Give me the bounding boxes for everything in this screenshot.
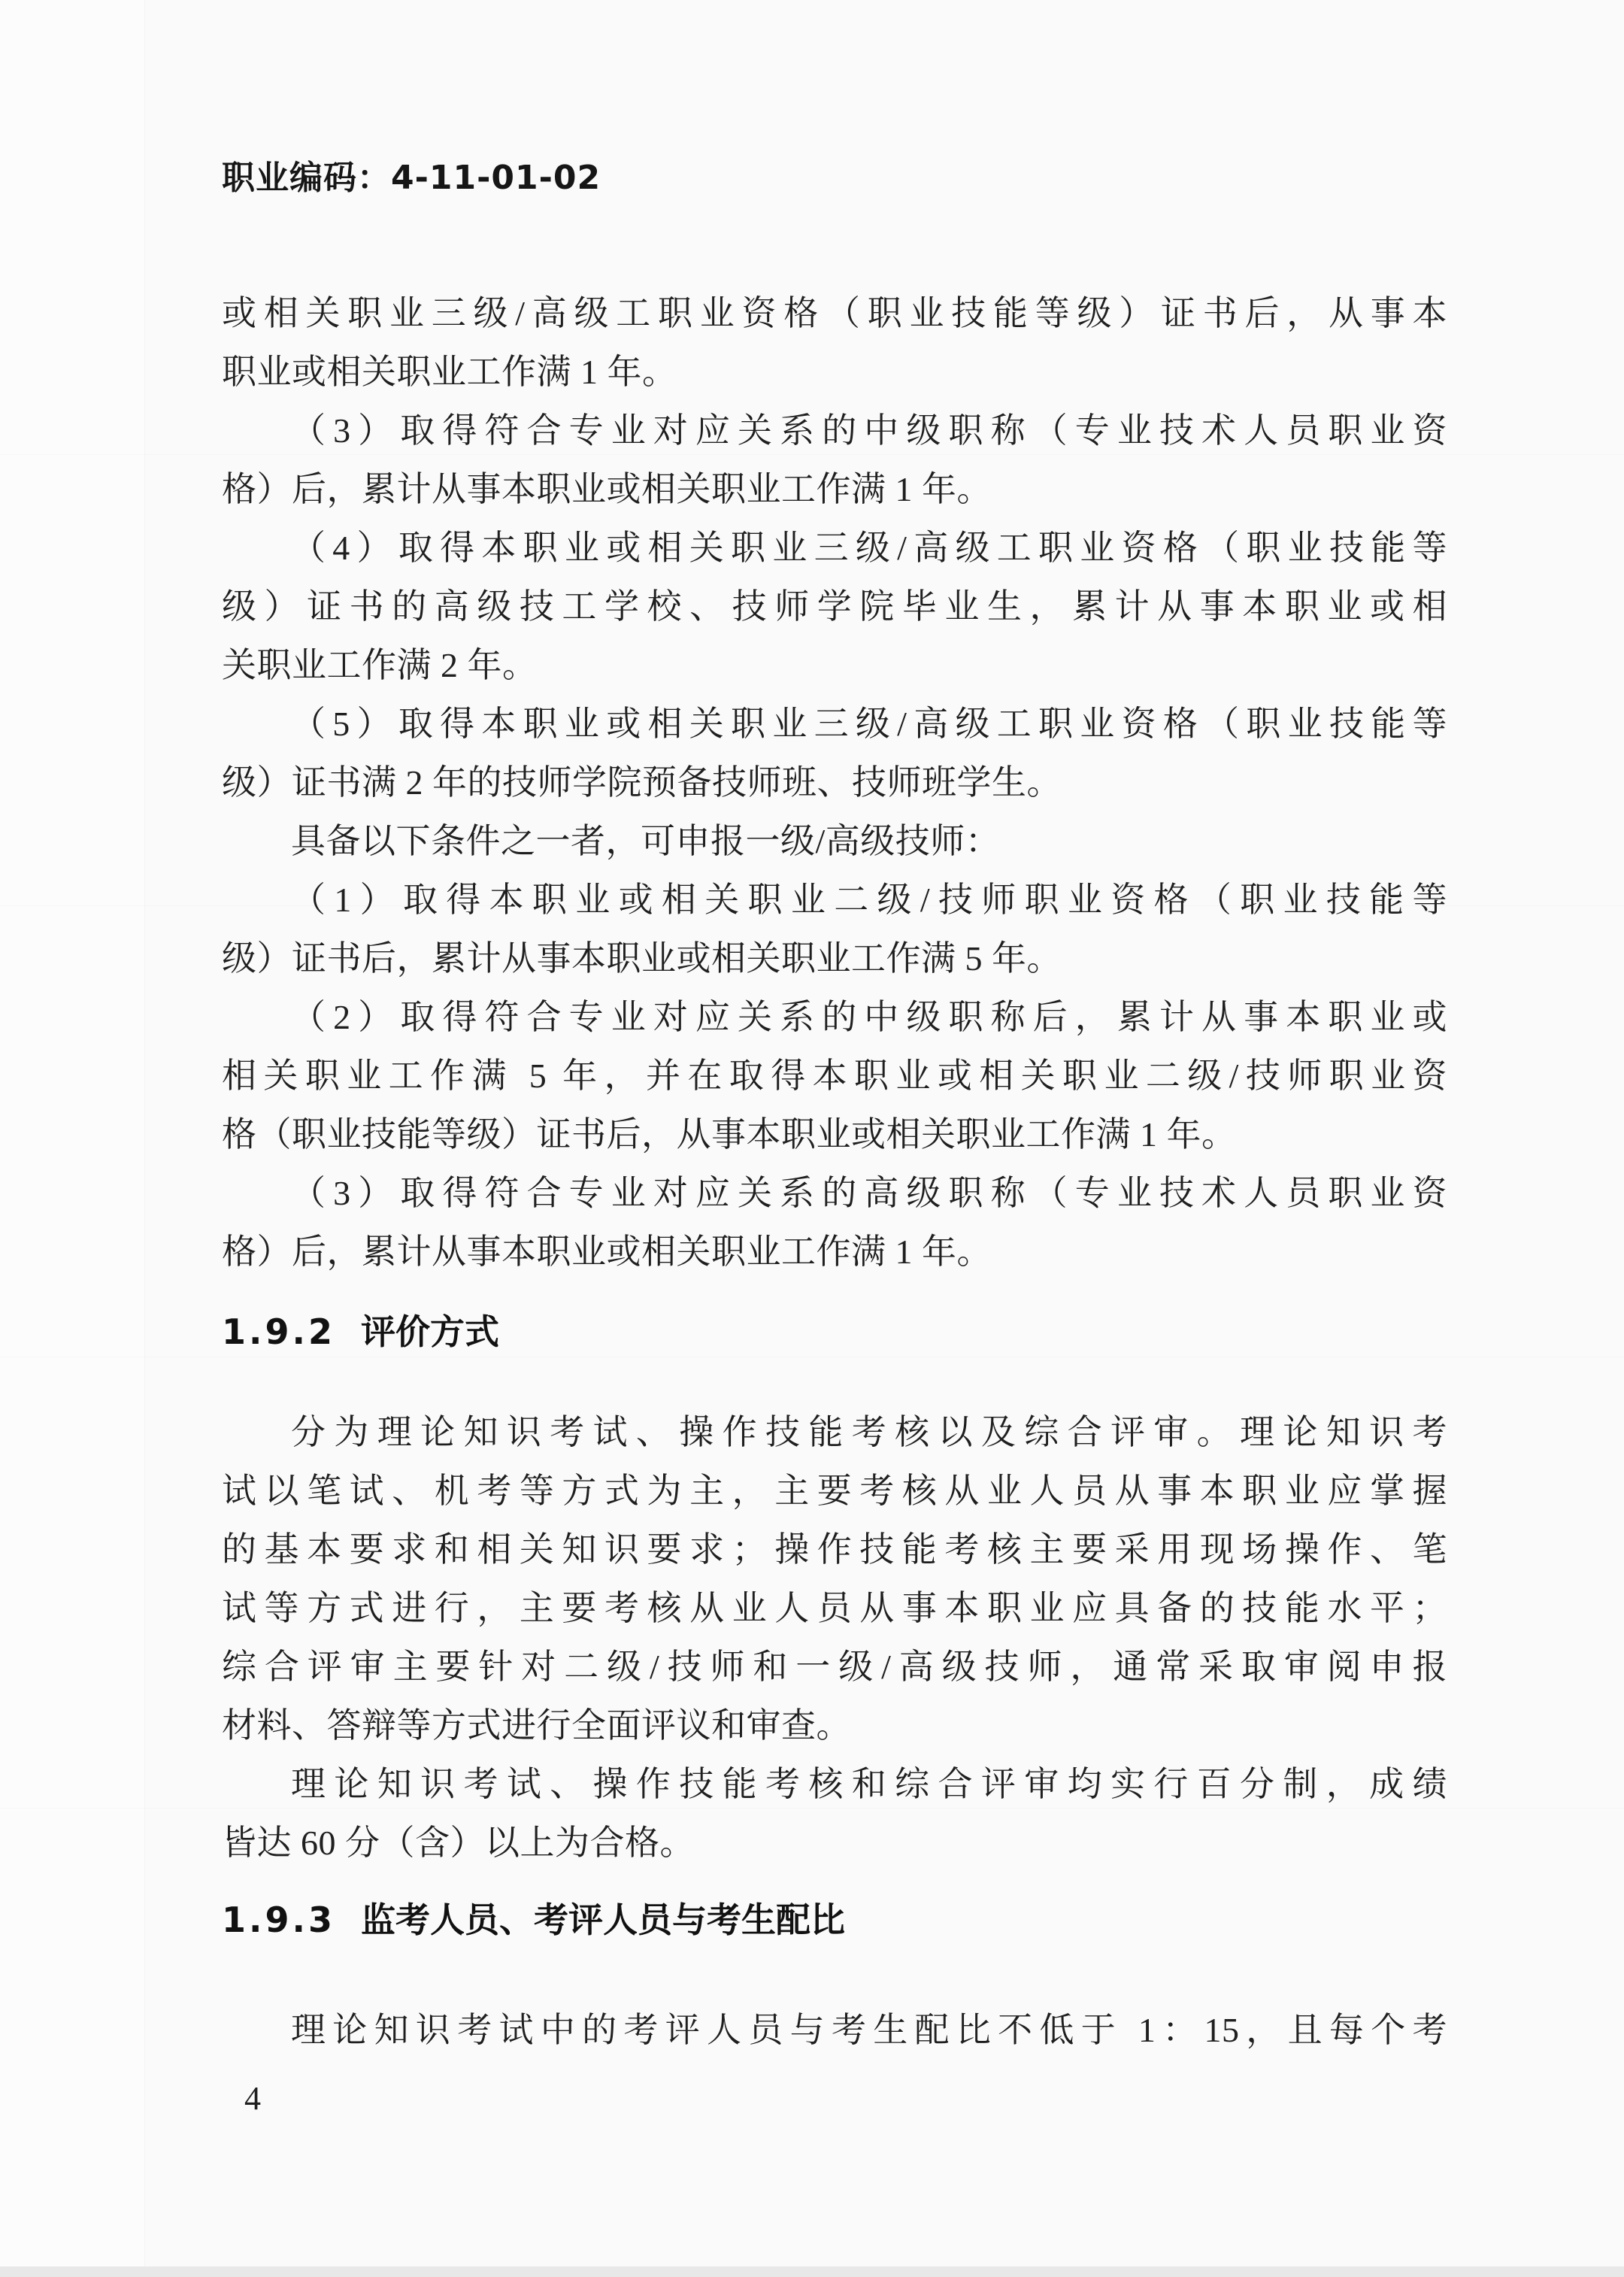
page-number: 4: [244, 2080, 261, 2117]
text-line: 理论知识考试、操作技能考核和综合评审均实行百分制，成绩: [291, 1765, 1447, 1803]
section-heading: [222, 1890, 1447, 1949]
scan-left-margin-strip: [0, 0, 145, 2277]
text-line: （5）取得本职业或相关职业三级/高级工职业资格（职业技能等: [291, 705, 1447, 743]
text-line: 职业或相关职业工作满 1 年。: [222, 353, 677, 391]
scan-page: [222, 0, 1447, 2120]
text-line: 格）后，累计从事本职业或相关职业工作满 1 年。: [222, 1232, 992, 1271]
text-line: （3）取得符合专业对应关系的中级职称（专业技术人员职业资: [291, 411, 1447, 450]
text-line: 综合评审主要针对二级/技师和一级/高级技师，通常采取审阅申报: [222, 1648, 1447, 1686]
text-line: （2）取得符合专业对应关系的中级职称后，累计从事本职业或: [291, 998, 1447, 1036]
section-heading: [222, 1302, 1447, 1361]
text-line: 格（职业技能等级）证书后，从事本职业或相关职业工作满 1 年。: [222, 1115, 1237, 1154]
text-line: 或相关职业三级/高级工职业资格（职业技能等级）证书后，从事本: [222, 294, 1447, 332]
text-line: （3）取得符合专业对应关系的高级职称（专业技术人员职业资: [291, 1174, 1447, 1212]
text-line: 试以笔试、机考等方式为主，主要考核从业人员从事本职业应掌握: [222, 1472, 1447, 1510]
text-line: 材料、答辩等方式进行全面评议和审查。: [222, 1706, 851, 1745]
text-line: （1）取得本职业或相关职业二级/技师职业资格（职业技能等: [291, 881, 1447, 919]
text-line: 的基本要求和相关知识要求；操作技能考核主要采用现场操作、笔: [222, 1530, 1447, 1569]
document-body: [222, 284, 1447, 2060]
text-line: 关职业工作满 2 年。: [222, 646, 538, 684]
text-line: 级）证书的高级技工学校、技师学院毕业生，累计从事本职业或相: [222, 587, 1447, 626]
occupation-code-header: 职业编码：4-11-01-02: [222, 159, 601, 197]
scan-bottom-edge: [0, 2266, 1624, 2277]
text-line: （4）取得本职业或相关职业三级/高级工职业资格（职业技能等: [291, 529, 1447, 567]
section-title: 监考人员、考评人员与考生配比: [360, 1900, 845, 1940]
section-number: 1.9.3: [222, 1900, 335, 1940]
text-line: 试等方式进行，主要考核从业人员从事本职业应具备的技能水平；: [222, 1589, 1447, 1627]
text-line: 格）后，累计从事本职业或相关职业工作满 1 年。: [222, 470, 992, 508]
text-line: 理论知识考试中的考评人员与考生配比不低于 1：15，且每个考: [291, 2011, 1448, 2049]
text-line: 相关职业工作满 5 年，并在取得本职业或相关职业二级/技师职业资: [222, 1057, 1447, 1095]
section-title: 评价方式: [360, 1311, 499, 1352]
text-line: 皆达 60 分（含）以上为合格。: [222, 1824, 695, 1862]
text-line: 分为理论知识考试、操作技能考核以及综合评审。理论知识考: [291, 1413, 1447, 1451]
text-line: 具备以下条件之一者，可申报一级/高级技师：: [291, 822, 1001, 860]
text-line: 级）证书后，累计从事本职业或相关职业工作满 5 年。: [222, 939, 1062, 978]
section-number: 1.9.2: [222, 1311, 335, 1352]
text-line: 级）证书满 2 年的技师学院预备技师班、技师班学生。: [222, 763, 1062, 802]
